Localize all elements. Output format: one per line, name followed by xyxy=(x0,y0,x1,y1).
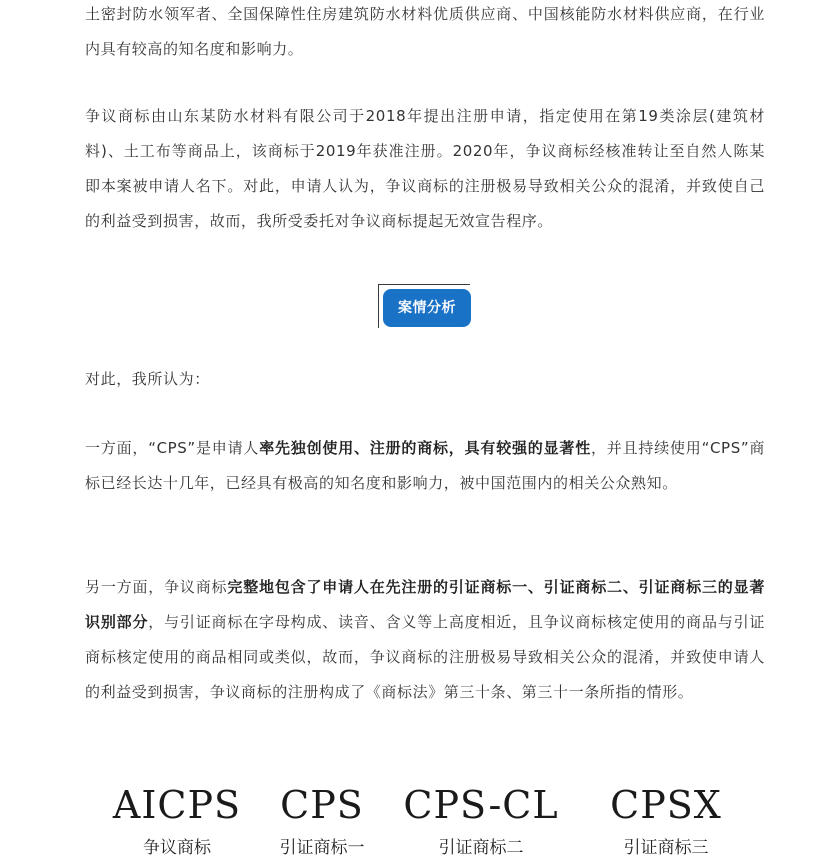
trademark-cited-2 xyxy=(391,775,571,861)
paragraph-case-background: 争议商标由山东某防水材料有限公司于2018年提出注册申请，指定使用在第19类涂层(建筑材料)、土工布等商品上，该商标于2019年获准注册。2020年，争议商标经核准转让至自然人陈某即本案被申请人名下。对此，申请人认为，争议商标的注册极易导致相关公众的混淆，并致使自己的利益受到损害，故而，我所受委托对争议商标提起无效宣告程序。 xyxy=(85,107,765,230)
emphasis-text: 率先独创使用、注册的商标，具有较强的显著性 xyxy=(259,439,591,457)
text-run: ，并且持续使用“CPS”商标已经长达十几年，已经具有极高的知名度和影响力，被中国范围内的相关公众熟知。 xyxy=(85,439,765,492)
trademark-logo: AICPS xyxy=(112,783,242,827)
paragraph-company-profile: 土密封防水领军者、全国保障性住房建筑防水材料优质供应商、中国核能防水材料供应商，在行业内具有较高的知名度和影响力。 xyxy=(85,5,765,58)
text-run: 一方面，“CPS”是申请人 xyxy=(85,439,260,457)
heading-frame-line xyxy=(378,284,470,285)
trademark-caption: 引证商标二 xyxy=(438,838,524,858)
trademark-cited-3 xyxy=(576,775,756,861)
paragraph-opinion-intro: 对此，我所认为： xyxy=(85,370,210,388)
trademark-logo: CPS xyxy=(280,783,364,827)
paragraph-second-argument xyxy=(85,570,765,710)
trademark-logo: CPS-CL xyxy=(403,783,559,827)
paragraph-first-argument xyxy=(85,431,765,501)
text-run: ，与引证商标在字母构成、读音、含义等上高度相近，且争议商标核定使用的商品与引证商标核定使用的商品相同或类似，故而，争议商标的注册极易导致相关公众的混淆，并致使申请人的利益受到损害，争议商标的注册构成了《商标法》第三十条、第三十一条所指的情形。 xyxy=(85,613,765,701)
trademark-cited-1 xyxy=(232,775,412,861)
text-run: 另一方面，争议商标 xyxy=(85,578,228,596)
section-heading xyxy=(378,284,472,328)
trademark-caption: 引证商标三 xyxy=(623,838,709,858)
trademark-caption: 争议商标 xyxy=(143,838,211,858)
heading-frame-line xyxy=(378,284,379,328)
section-heading-badge: 案情分析 xyxy=(383,289,471,327)
trademark-caption: 引证商标一 xyxy=(279,838,365,858)
emphasis-text: 完整地包含了申请人在先注册的引证商标一、引证商标二、引证商标三的显著识别部分 xyxy=(85,578,765,631)
trademark-logo: CPSX xyxy=(610,783,722,827)
trademark-comparison xyxy=(0,775,840,865)
